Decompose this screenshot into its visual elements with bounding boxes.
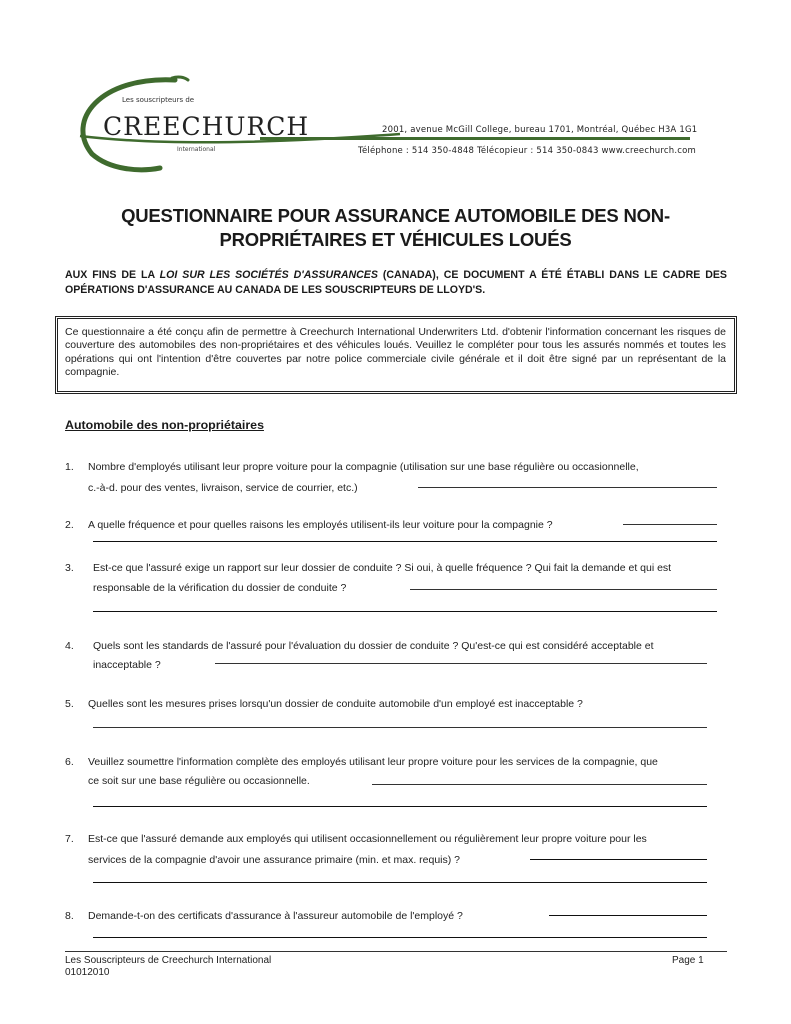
question-6-answer-line-2[interactable] [93,806,707,807]
question-6-number: 6. [65,756,74,768]
logo-international: International [177,146,216,153]
question-3-text-cont: responsable de la vérification du dossier de conduite ? [93,582,347,594]
question-8-text: Demande-t-on des certificats d'assurance à l'assureur automobile de l'employé ? [88,910,463,922]
footer-page-number: Page 1 [672,955,704,966]
intro-after: (CANADA), CE DOCUMENT A ÉTÉ ÉTABLI DANS LE CADRE DES OPÉRATIONS D'ASSURANCE AU CANADA DE LES SOUSCRIPTEURS DE LLOYD'S. [65,269,727,296]
section-title: Automobile des non-propriétaires [65,418,264,432]
document-title [90,204,701,252]
question-3-answer-line[interactable] [410,589,717,590]
footer-divider [65,951,727,952]
question-4-number: 4. [65,640,74,652]
letterhead-address: 2001, avenue McGill College, bureau 1701, Montréal, Québec H3A 1G1 [382,125,698,135]
question-3-number: 3. [65,562,74,574]
letterhead-contact: Téléphone : 514 350-4848 Télécopieur : 514 350-0843 www.creechurch.com [358,146,697,156]
question-1-answer-line[interactable] [418,487,717,488]
question-7-answer-line[interactable] [530,859,707,860]
notice-text: Ce questionnaire a été conçu afin de permettre à Creechurch International Underwriters Ltd. d'obtenir l'information concernant les risques de couverture des automobiles des non-propriétaires et des véhicules loués. Veuillez le compléter pour tous les assurés nommés et toutes les opérations qui ont l'intention d'être couvertes par notre police commerciale civile générale et il doit être signé par un représentant de la compagnie. [65,326,726,378]
question-1-number: 1. [65,461,74,473]
legal-intro [65,268,727,298]
title-line-1: QUESTIONNAIRE POUR ASSURANCE AUTOMOBILE DES NON- [121,205,670,226]
question-3-text: Est-ce que l'assuré exige un rapport sur leur dossier de conduite ? Si oui, à quelle fréquence ? Qui fait la demande et qui est [93,562,672,574]
title-line-2: PROPRIÉTAIRES ET VÉHICULES LOUÉS [219,229,572,250]
question-4-text: Quels sont les standards de l'assuré pour l'évaluation du dossier de conduite ? Qu'est-ce qui est considéré acceptable et [93,640,654,652]
footer-code: 01012010 [65,967,110,978]
question-8-answer-line-2[interactable] [93,937,707,938]
question-3-answer-line-2[interactable] [93,611,717,612]
intro-before: AUX FINS DE LA [65,269,160,281]
question-5-text: Quelles sont les mesures prises lorsqu'un dossier de conduite automobile d'un employé est inacceptable ? [88,698,583,710]
logo-tagline: Les souscripteurs de [122,96,195,104]
question-5-answer-line[interactable] [93,727,707,728]
logo-wordmark: CREECHURCH [103,112,310,141]
question-2-number: 2. [65,519,74,531]
question-1-text-cont: c.-à-d. pour des ventes, livraison, service de courrier, etc.) [88,482,358,494]
question-6-answer-line[interactable] [372,784,707,785]
question-4-text-cont: inacceptable ? [93,659,161,671]
question-6-text: Veuillez soumettre l'information complète des employés utilisant leur propre voiture pour les services de la compagnie, que [88,756,658,768]
question-7-text: Est-ce que l'assuré demande aux employés qui utilisent occasionnellement ou régulièrement leur propre voiture pour les [88,833,647,845]
question-2-answer-line[interactable] [623,524,717,525]
question-6-text-cont: ce soit sur une base régulière ou occasionnelle. [88,775,310,787]
question-7-text-cont: services de la compagnie d'avoir une assurance primaire (min. et max. requis) ? [88,854,461,866]
question-4-answer-line[interactable] [215,663,707,664]
question-7-number: 7. [65,833,74,845]
question-1-text: Nombre d'employés utilisant leur propre voiture pour la compagnie (utilisation sur une base régulière ou occasionnelle, [88,461,639,473]
footer-company: Les Souscripteurs de Creechurch International [65,955,272,966]
question-2-answer-line-2[interactable] [93,541,717,542]
question-8-answer-line[interactable] [549,915,707,916]
question-7-answer-line-2[interactable] [93,882,707,883]
question-2-text: A quelle fréquence et pour quelles raisons les employés utilisent-ils leur voiture pour la compagnie ? [88,519,553,531]
question-8-number: 8. [65,910,74,922]
question-5-number: 5. [65,698,74,710]
intro-act-name: LOI SUR LES SOCIÉTÉS D'ASSURANCES [159,269,378,281]
